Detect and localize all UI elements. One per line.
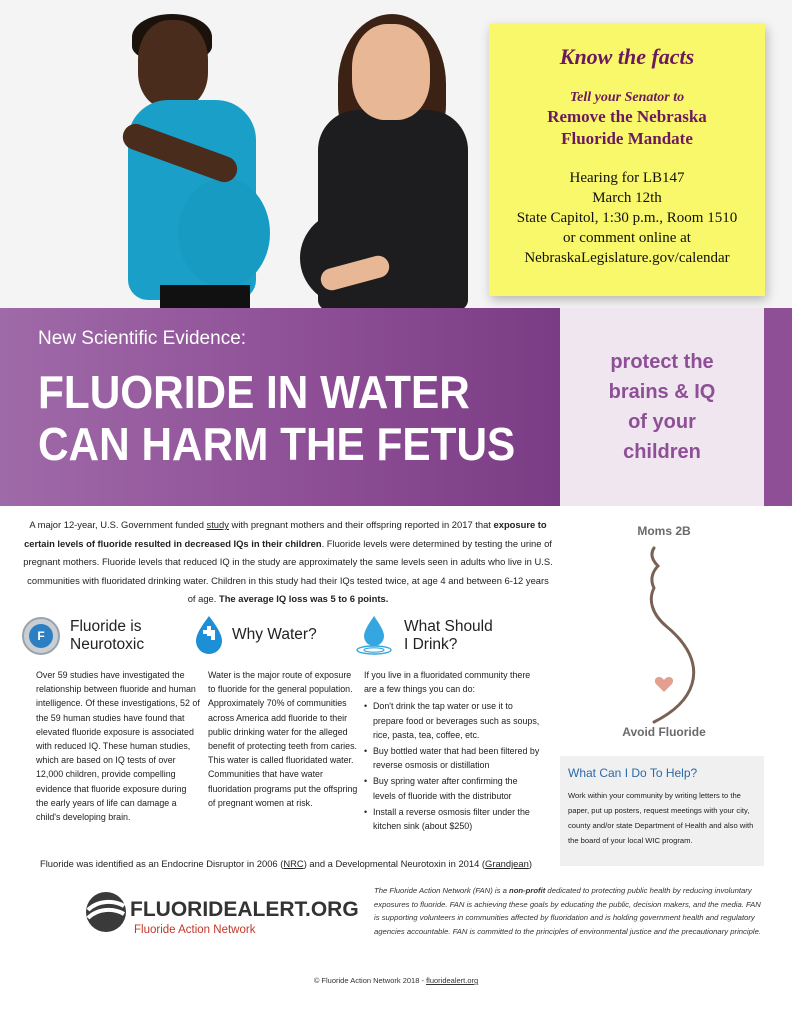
fluoridealert-link[interactable]: fluoridealert.org (426, 976, 479, 985)
pregnant-silhouette-icon (566, 540, 762, 740)
protect-text: protect the brains & IQ of your children (608, 351, 716, 463)
woman-right-head (352, 24, 430, 120)
protect-callout (560, 308, 764, 506)
moms-2b-graphic (566, 518, 762, 748)
drink-title: What Should (404, 618, 493, 635)
neurotoxic-title: Fluoride is (70, 618, 142, 635)
headline-banner (0, 308, 560, 506)
fan-text: dedicated to protecting public health by reducing involuntary exposures to fluoride. FAN is achieving these goals by educating the public, decision makers, and the media. FAN is supporting volunteers in communities affected by fluoridation and is holding government health and regulatory agencies accountable. FAN is committed to the principles of environmental justice and the precautionary principle. (374, 886, 761, 936)
faucet-icon (194, 614, 224, 656)
water-drop-icon (354, 614, 394, 658)
logo-text: FLUORIDEALERT.ORG (130, 898, 359, 921)
moms-title: Moms 2B (637, 524, 691, 538)
intro-bold: exposure to certain levels of fluoride resulted in decreased IQs in their children (24, 519, 547, 549)
neurotoxic-title: Neurotoxic (70, 636, 145, 653)
fluoride-badge-icon (22, 617, 60, 655)
neurotoxic-header (22, 617, 144, 655)
study-link[interactable]: study (206, 519, 229, 530)
fan-description (374, 884, 764, 938)
why-water-text: Water is the major route of exposure to fluoride for the general population. Approximately 70% of communities across America add fluoride to their public drinking water for the alleged benefit of protecting teeth from caries. This water is called fluoridated water. Communities that have water fluoridation programs put the offspring of pregnant women at risk. (208, 670, 358, 808)
sticky-subtitle: Tell your Senator to (569, 90, 685, 105)
intro-text: . Fluoride levels were determined by testing the urine of pregnant mothers. Fluoride levels that reduced IQ in the study are approximately the same levels seen in adults who live in U.S. communities with fluoridated drinking water. Children in this study had their IQs tested twice, at age 4 and between 6-12 years of age. (23, 537, 553, 604)
list-item: • Buy bottled water that had been filtered by reverse osmosis or distillation (364, 744, 540, 772)
sticky-detail-url[interactable]: NebraskaLegislature.gov/calendar (524, 250, 730, 266)
intro-paragraph (22, 516, 554, 609)
woman-left-legs (160, 285, 250, 308)
help-text: Work within your community by writing letters to the paper, put up posters, request meetings with your city, county and/or state Department of Health and also with the board of your local WIC program. (568, 791, 754, 845)
logo-subtitle: Fluoride Action Network (134, 924, 256, 936)
sticky-detail: State Capitol, 1:30 p.m., Room 1510 (516, 210, 738, 226)
drink-content (364, 668, 540, 835)
hero-photo (0, 0, 792, 308)
grandjean-link[interactable]: Grandjean (485, 858, 529, 869)
banner-subtitle: New Scientific Evidence: (38, 328, 247, 349)
fluoridealert-logo[interactable] (84, 890, 359, 950)
endocrine-text: Fluoride was identified as an Endocrine Disruptor in 2006 ( (40, 858, 284, 869)
fan-swoosh-icon (84, 890, 128, 934)
help-title: What Can I Do To Help? (568, 766, 698, 780)
why-water-header (194, 614, 317, 656)
sticky-title: Know the facts (559, 44, 695, 69)
intro-text: A major 12-year, U.S. Government funded (29, 519, 207, 530)
neurotoxic-text: Over 59 studies have investigated the relationship between fluoride and human intelligence. Of these investigations, 52 of the 59 human studies have found that elevated fluoride exposure is associated with reduced IQ. These human studies, which are based on IQ tests of over 12,000 children, provide compelling evidence that fluoride exposure during the early years of life can damage a child's developing brain. (36, 670, 200, 823)
sticky-headline-2: Fluoride Mandate (561, 129, 693, 148)
copyright (0, 976, 792, 985)
fluoride-badge-letter: F (29, 624, 53, 648)
moms-footer: Avoid Fluoride (622, 725, 706, 739)
fan-bold: non-profit (509, 886, 546, 895)
endocrine-text: ) (528, 858, 532, 869)
sticky-note (489, 24, 765, 296)
endocrine-text: ) and a Developmental Neurotoxin in 2014 ( (303, 858, 486, 869)
sticky-detail: Hearing for LB147 (569, 170, 685, 186)
drink-intro: If you live in a fluoridated community there are a few things you can do: (364, 670, 531, 695)
nrc-link[interactable]: NRC (283, 858, 304, 869)
drink-header (354, 614, 493, 658)
list-item: • Install a reverse osmosis filter under the kitchen sink (about $250) (364, 805, 540, 833)
banner-headline: FLUORIDE IN WATER CAN HARM THE FETUS (38, 366, 516, 470)
woman-left-belly (178, 178, 270, 288)
drink-list (364, 699, 540, 833)
endocrine-note (40, 858, 532, 869)
sticky-headline-1: Remove the Nebraska (547, 107, 707, 126)
banner-right-bar (764, 308, 792, 506)
copyright-text: © Fluoride Action Network 2018 - (313, 976, 427, 985)
help-box (560, 756, 764, 866)
list-item: • Don't drink the tap water or use it to prepare food or beverages such as soups, rice, pasta, tea, coffee, etc. (364, 699, 540, 742)
woman-left-head (138, 20, 208, 108)
intro-text: with pregnant mothers and their offspring reported in 2017 that (228, 519, 494, 530)
why-water-title: Why Water? (232, 626, 317, 643)
drink-title: I Drink? (404, 636, 458, 653)
intro-bold: The average IQ loss was 5 to 6 points. (218, 593, 389, 604)
sticky-detail: or comment online at (563, 230, 691, 246)
list-item: • Buy spring water after confirming the levels of fluoride with the distributor (364, 774, 540, 802)
fan-text: The Fluoride Action Network (FAN) is a (374, 886, 509, 895)
sticky-detail: March 12th (592, 190, 662, 206)
